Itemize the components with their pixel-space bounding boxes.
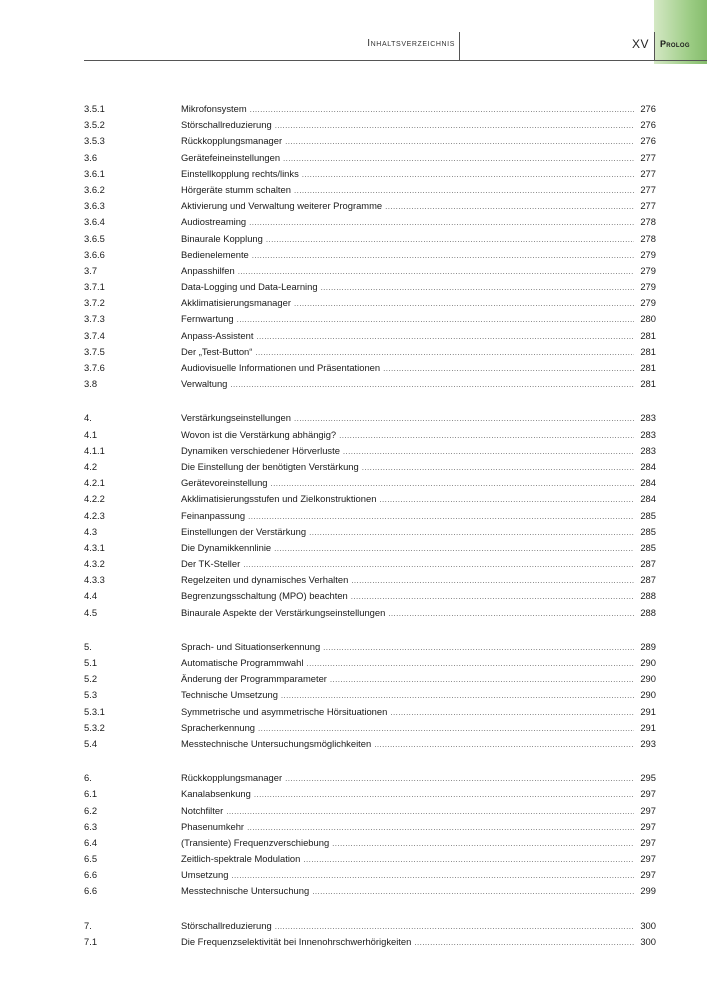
toc-entry-number: 4. <box>84 412 92 424</box>
toc-entry-number: 3.7.1 <box>84 281 105 293</box>
toc-entry-title: Anpass-Assistent <box>181 329 254 341</box>
toc-entry-number: 5.2 <box>84 673 98 685</box>
toc-entry-title: Verstärkungseinstellungen <box>181 412 291 424</box>
toc-entry-number: 4.2.1 <box>84 477 105 489</box>
toc-entry-number: 4.2.2 <box>84 493 105 505</box>
toc-entry[interactable] <box>84 786 656 802</box>
toc-entry-page: 279 <box>640 248 656 260</box>
toc-entry-title: Messtechnische Untersuchungsmöglichkeiten <box>181 737 372 749</box>
toc-entry[interactable] <box>84 704 656 720</box>
dot-leader <box>332 836 634 852</box>
dot-leader <box>250 102 634 118</box>
dot-leader <box>294 411 634 427</box>
toc-entry-number: 4.3.3 <box>84 574 105 586</box>
toc-entry-number: 6.2 <box>84 804 98 816</box>
toc-entry-page: 289 <box>640 640 656 652</box>
dot-leader <box>339 428 634 444</box>
toc-entry-page: 278 <box>640 232 656 244</box>
toc-entry-page: 280 <box>640 313 656 325</box>
toc-entry[interactable] <box>84 214 656 230</box>
dot-leader <box>275 118 634 134</box>
toc-entry[interactable] <box>84 540 656 556</box>
toc-group <box>84 410 656 620</box>
toc-entry-page: 277 <box>640 183 656 195</box>
dot-leader <box>275 919 634 935</box>
section-color-tab <box>654 0 707 64</box>
toc-entry[interactable] <box>84 150 656 166</box>
toc-entry[interactable] <box>84 231 656 247</box>
toc-entry[interactable] <box>84 279 656 295</box>
toc-entry-page: 287 <box>640 558 656 570</box>
toc-entry-number: 5.4 <box>84 737 98 749</box>
toc-entry-number: 3.7.6 <box>84 362 105 373</box>
toc-entry-number: 6.4 <box>84 836 98 848</box>
toc-entry[interactable] <box>84 835 656 851</box>
dot-leader <box>390 705 634 721</box>
toc-entry-title: Dynamiken verschiedener Hörverluste <box>181 444 340 456</box>
toc-entry-title: Die Dynamikkennlinie <box>181 541 272 553</box>
toc-entry-title: Technische Umsetzung <box>181 689 278 701</box>
toc-entry[interactable] <box>84 736 656 752</box>
dot-leader <box>294 296 634 312</box>
toc-entry-number: 3.7.4 <box>84 329 105 341</box>
toc-entry-page: 283 <box>640 444 656 456</box>
toc-entry-title: Die Frequenzselektivität bei Innenohrschwerhörigkeiten <box>181 935 412 947</box>
dot-leader <box>283 151 634 167</box>
dot-leader <box>238 264 634 280</box>
dot-leader <box>323 640 634 656</box>
toc-entry[interactable] <box>84 556 656 572</box>
toc-entry-page: 288 <box>640 590 656 602</box>
toc-entry-number: 4.3 <box>84 525 98 537</box>
toc-entry-number: 4.2.3 <box>84 509 105 521</box>
toc-entry-title: Sprach- und Situationserkennung <box>181 640 321 652</box>
toc-entry-page: 297 <box>640 788 656 800</box>
running-header-title: Inhaltsverzeichnis <box>367 38 455 49</box>
toc-entry[interactable] <box>84 182 656 198</box>
toc-entry-title: Änderung der Programmparameter <box>181 673 327 685</box>
toc-entry-page: 285 <box>640 525 656 537</box>
dot-leader <box>321 280 634 296</box>
toc-entry[interactable] <box>84 198 656 214</box>
toc-entry-page: 285 <box>640 541 656 553</box>
dot-leader <box>271 476 634 492</box>
toc-entry-number: 3.8 <box>84 378 98 390</box>
toc-entry-title: Gerätevoreinstellung <box>181 477 268 489</box>
dot-leader <box>379 492 634 508</box>
dot-leader <box>383 361 634 377</box>
toc-entry-title: Verwaltung <box>181 378 228 390</box>
dot-leader <box>247 820 634 836</box>
toc-entry[interactable] <box>84 133 656 149</box>
toc-entry-page: 293 <box>640 737 656 749</box>
toc-entry-number: 3.7.5 <box>84 345 105 357</box>
header-divider <box>459 32 460 60</box>
dot-leader <box>351 589 634 605</box>
dot-leader <box>243 557 634 573</box>
toc-entry-page: 290 <box>640 673 656 685</box>
toc-entry-number: 7.1 <box>84 935 98 947</box>
toc-entry-title: Akklimatisierungsmanager <box>181 297 291 309</box>
toc-entry-number: 6.3 <box>84 820 98 832</box>
toc-entry-number: 3.5.1 <box>84 103 105 114</box>
toc-entry-title: Einstellungen der Verstärkung <box>181 525 307 537</box>
toc-entry[interactable] <box>84 687 656 703</box>
dot-leader <box>351 573 634 589</box>
toc-entry-page: 276 <box>640 119 656 131</box>
toc-entry-page: 276 <box>640 135 656 147</box>
dot-leader <box>285 771 634 787</box>
toc-entry[interactable] <box>84 491 656 507</box>
toc-entry-title: Gerätefeineinstellungen <box>181 151 281 163</box>
toc-entry-page: 281 <box>640 329 656 341</box>
dot-leader <box>312 884 634 900</box>
toc-entry-page: 291 <box>640 721 656 733</box>
toc-entry-title: Umsetzung <box>181 869 229 881</box>
toc-entry-number: 3.6.1 <box>84 167 105 179</box>
toc-entry-number: 4.4 <box>84 590 98 602</box>
toc-entry-page: 279 <box>640 281 656 293</box>
toc-entry-number: 5.3.1 <box>84 705 105 717</box>
toc-entry-page: 284 <box>640 460 656 472</box>
toc-entry-number: 3.6.5 <box>84 232 105 244</box>
toc-entry-page: 287 <box>640 574 656 586</box>
dot-leader <box>303 852 634 868</box>
toc-group <box>84 918 656 950</box>
toc-group <box>84 639 656 752</box>
toc-entry-page: 300 <box>640 919 656 931</box>
toc-entry-number: 4.3.2 <box>84 558 105 570</box>
toc-entry-title: Regelzeiten und dynamisches Verhalten <box>181 574 349 586</box>
toc-entry-title: Kanalabsenkung <box>181 788 251 800</box>
toc-entry-title: Binaurale Kopplung <box>181 232 263 244</box>
toc-entry-number: 3.6.3 <box>84 200 105 212</box>
dot-leader <box>385 199 634 215</box>
toc-entry-page: 297 <box>640 820 656 832</box>
toc-entry[interactable] <box>84 117 656 133</box>
toc-entry-title: Der „Test-Button“ <box>181 345 253 357</box>
toc-entry[interactable] <box>84 443 656 459</box>
dot-leader <box>274 541 634 557</box>
toc-entry[interactable] <box>84 508 656 524</box>
toc-entry-title: Die Einstellung der benötigten Verstärkung <box>181 460 359 472</box>
toc-entry-title: Audiovisuelle Informationen und Präsentationen <box>181 362 381 373</box>
dot-leader <box>388 606 634 622</box>
toc-entry-page: 277 <box>640 167 656 179</box>
toc-entry[interactable] <box>84 410 656 426</box>
toc-entry-page: 297 <box>640 836 656 848</box>
dot-leader <box>254 787 634 803</box>
toc-entry-number: 5.3.2 <box>84 721 105 733</box>
toc-entry-title: Mikrofonsystem <box>181 103 247 114</box>
toc-entry[interactable] <box>84 883 656 899</box>
toc-entry-title: Fernwartung <box>181 313 234 325</box>
toc-entry[interactable] <box>84 263 656 279</box>
toc-entry-number: 6.1 <box>84 788 98 800</box>
toc-entry[interactable] <box>84 588 656 604</box>
toc-entry-title: Hörgeräte stumm schalten <box>181 183 291 195</box>
toc-entry-number: 4.1 <box>84 428 98 440</box>
dot-leader <box>237 312 634 328</box>
dot-leader <box>255 345 634 361</box>
toc-entry[interactable] <box>84 605 656 621</box>
toc-entry-title: Zeitlich-spektrale Modulation <box>181 853 301 865</box>
toc-entry[interactable] <box>84 867 656 883</box>
toc-entry-number: 5.3 <box>84 689 98 701</box>
toc-entry-page: 297 <box>640 869 656 881</box>
toc-entry-title: Binaurale Aspekte der Verstärkungseinstellungen <box>181 606 386 618</box>
toc-entry-title: Störschallreduzierung <box>181 919 272 931</box>
toc-entry[interactable] <box>84 655 656 671</box>
header-rule <box>84 60 707 61</box>
toc-entry[interactable] <box>84 459 656 475</box>
dot-leader <box>248 509 634 525</box>
toc-entry-title: Automatische Programmwahl <box>181 657 304 668</box>
toc-entry-page: 285 <box>640 509 656 521</box>
toc-entry-title: (Transiente) Frequenzverschiebung <box>181 836 330 848</box>
toc-entry[interactable] <box>84 524 656 540</box>
toc-entry-title: Audiostreaming <box>181 216 247 228</box>
toc-entry-number: 3.7.3 <box>84 313 105 325</box>
dot-leader <box>343 444 634 460</box>
dot-leader <box>414 935 634 951</box>
toc-entry[interactable] <box>84 311 656 327</box>
toc-entry-page: 281 <box>640 345 656 357</box>
table-of-contents <box>84 101 656 968</box>
toc-entry-title: Einstellkopplung rechts/links <box>181 167 299 179</box>
toc-entry[interactable] <box>84 639 656 655</box>
toc-entry-number: 3.6.6 <box>84 248 105 260</box>
toc-entry-page: 290 <box>640 689 656 701</box>
toc-entry[interactable] <box>84 376 656 392</box>
toc-entry-page: 297 <box>640 853 656 865</box>
toc-entry-title: Akklimatisierungsstufen und Zielkonstruktionen <box>181 493 377 505</box>
toc-entry-page: 283 <box>640 428 656 440</box>
toc-entry[interactable] <box>84 166 656 182</box>
dot-leader <box>374 737 634 753</box>
toc-entry-page: 278 <box>640 216 656 228</box>
toc-entry-title: Rückkopplungsmanager <box>181 772 283 784</box>
dot-leader <box>231 868 634 884</box>
toc-entry[interactable] <box>84 328 656 344</box>
toc-entry-number: 3.7 <box>84 264 98 276</box>
toc-entry[interactable] <box>84 720 656 736</box>
dot-leader <box>266 232 634 248</box>
toc-entry-page: 295 <box>640 772 656 784</box>
toc-entry-page: 277 <box>640 200 656 212</box>
toc-entry-title: Spracherkennung <box>181 721 256 733</box>
toc-entry[interactable] <box>84 671 656 687</box>
toc-entry-number: 5. <box>84 640 92 652</box>
toc-entry[interactable] <box>84 934 656 950</box>
page-number: XV <box>632 37 650 51</box>
toc-entry-number: 4.5 <box>84 606 98 618</box>
toc-entry-page: 299 <box>640 885 656 897</box>
dot-leader <box>258 721 634 737</box>
dot-leader <box>306 656 634 672</box>
toc-entry-number: 3.5.2 <box>84 119 105 131</box>
toc-entry-number: 6.5 <box>84 853 98 865</box>
toc-entry-number: 6.6 <box>84 885 98 897</box>
toc-entry-title: Störschallreduzierung <box>181 119 272 131</box>
toc-entry-number: 3.7.2 <box>84 297 105 309</box>
toc-group <box>84 101 656 392</box>
toc-entry-page: 284 <box>640 493 656 505</box>
toc-entry-page: 281 <box>640 362 656 373</box>
toc-entry-number: 4.1.1 <box>84 444 105 456</box>
toc-entry[interactable] <box>84 344 656 360</box>
toc-entry-number: 4.2 <box>84 460 98 472</box>
toc-entry-title: Messtechnische Untersuchung <box>181 885 310 897</box>
toc-entry[interactable] <box>84 475 656 491</box>
toc-entry[interactable] <box>84 770 656 786</box>
toc-entry-number: 3.5.3 <box>84 135 105 147</box>
toc-entry-page: 281 <box>640 378 656 390</box>
dot-leader <box>330 672 634 688</box>
dot-leader <box>302 167 634 183</box>
toc-entry[interactable] <box>84 295 656 311</box>
dot-leader <box>230 377 634 393</box>
toc-entry-title: Der TK-Steller <box>181 558 241 570</box>
toc-entry[interactable] <box>84 572 656 588</box>
toc-entry-number: 3.6.2 <box>84 183 105 195</box>
toc-entry-title: Data-Logging und Data-Learning <box>181 281 318 293</box>
toc-entry-page: 290 <box>640 657 656 668</box>
toc-entry[interactable] <box>84 247 656 263</box>
dot-leader <box>256 329 634 345</box>
toc-entry-page: 283 <box>640 412 656 424</box>
dot-leader <box>285 134 634 150</box>
toc-entry[interactable] <box>84 427 656 443</box>
dot-leader <box>294 183 634 199</box>
dot-leader <box>249 215 634 231</box>
toc-entry-number: 7. <box>84 919 92 931</box>
toc-entry[interactable] <box>84 803 656 819</box>
toc-entry[interactable] <box>84 101 656 117</box>
toc-entry-title: Wovon ist die Verstärkung abhängig? <box>181 428 337 440</box>
toc-group <box>84 770 656 900</box>
toc-entry[interactable] <box>84 819 656 835</box>
dot-leader <box>281 688 634 704</box>
toc-entry-number: 4.3.1 <box>84 541 105 553</box>
toc-entry-page: 291 <box>640 705 656 717</box>
toc-entry-title: Phasenumkehr <box>181 820 245 832</box>
toc-entry-page: 297 <box>640 804 656 816</box>
header-divider <box>654 32 655 60</box>
toc-entry-title: Bedienelemente <box>181 248 249 260</box>
toc-entry-page: 279 <box>640 264 656 276</box>
toc-entry[interactable] <box>84 851 656 867</box>
toc-entry[interactable] <box>84 360 656 376</box>
toc-entry-title: Aktivierung und Verwaltung weiterer Programme <box>181 200 383 212</box>
toc-entry-title: Symmetrische und asymmetrische Hörsituationen <box>181 705 388 717</box>
toc-entry-number: 6. <box>84 772 92 784</box>
toc-entry-number: 5.1 <box>84 657 98 668</box>
dot-leader <box>252 248 634 264</box>
toc-entry[interactable] <box>84 918 656 934</box>
toc-entry-page: 279 <box>640 297 656 309</box>
toc-entry-title: Begrenzungsschaltung (MPO) beachten <box>181 590 348 602</box>
toc-entry-number: 3.6.4 <box>84 216 105 228</box>
toc-entry-page: 277 <box>640 151 656 163</box>
toc-entry-page: 284 <box>640 477 656 489</box>
toc-entry-number: 6.6 <box>84 869 98 881</box>
toc-entry-title: Rückkopplungsmanager <box>181 135 283 147</box>
toc-entry-page: 300 <box>640 935 656 947</box>
dot-leader <box>362 460 634 476</box>
toc-entry-page: 288 <box>640 606 656 618</box>
toc-entry-number: 3.6 <box>84 151 98 163</box>
dot-leader <box>226 804 634 820</box>
dot-leader <box>309 525 634 541</box>
section-label: Prolog <box>660 39 690 49</box>
toc-entry-page: 276 <box>640 103 656 114</box>
toc-entry-title: Feinanpassung <box>181 509 246 521</box>
toc-entry-title: Notchfilter <box>181 804 224 816</box>
toc-entry-title: Anpasshilfen <box>181 264 235 276</box>
